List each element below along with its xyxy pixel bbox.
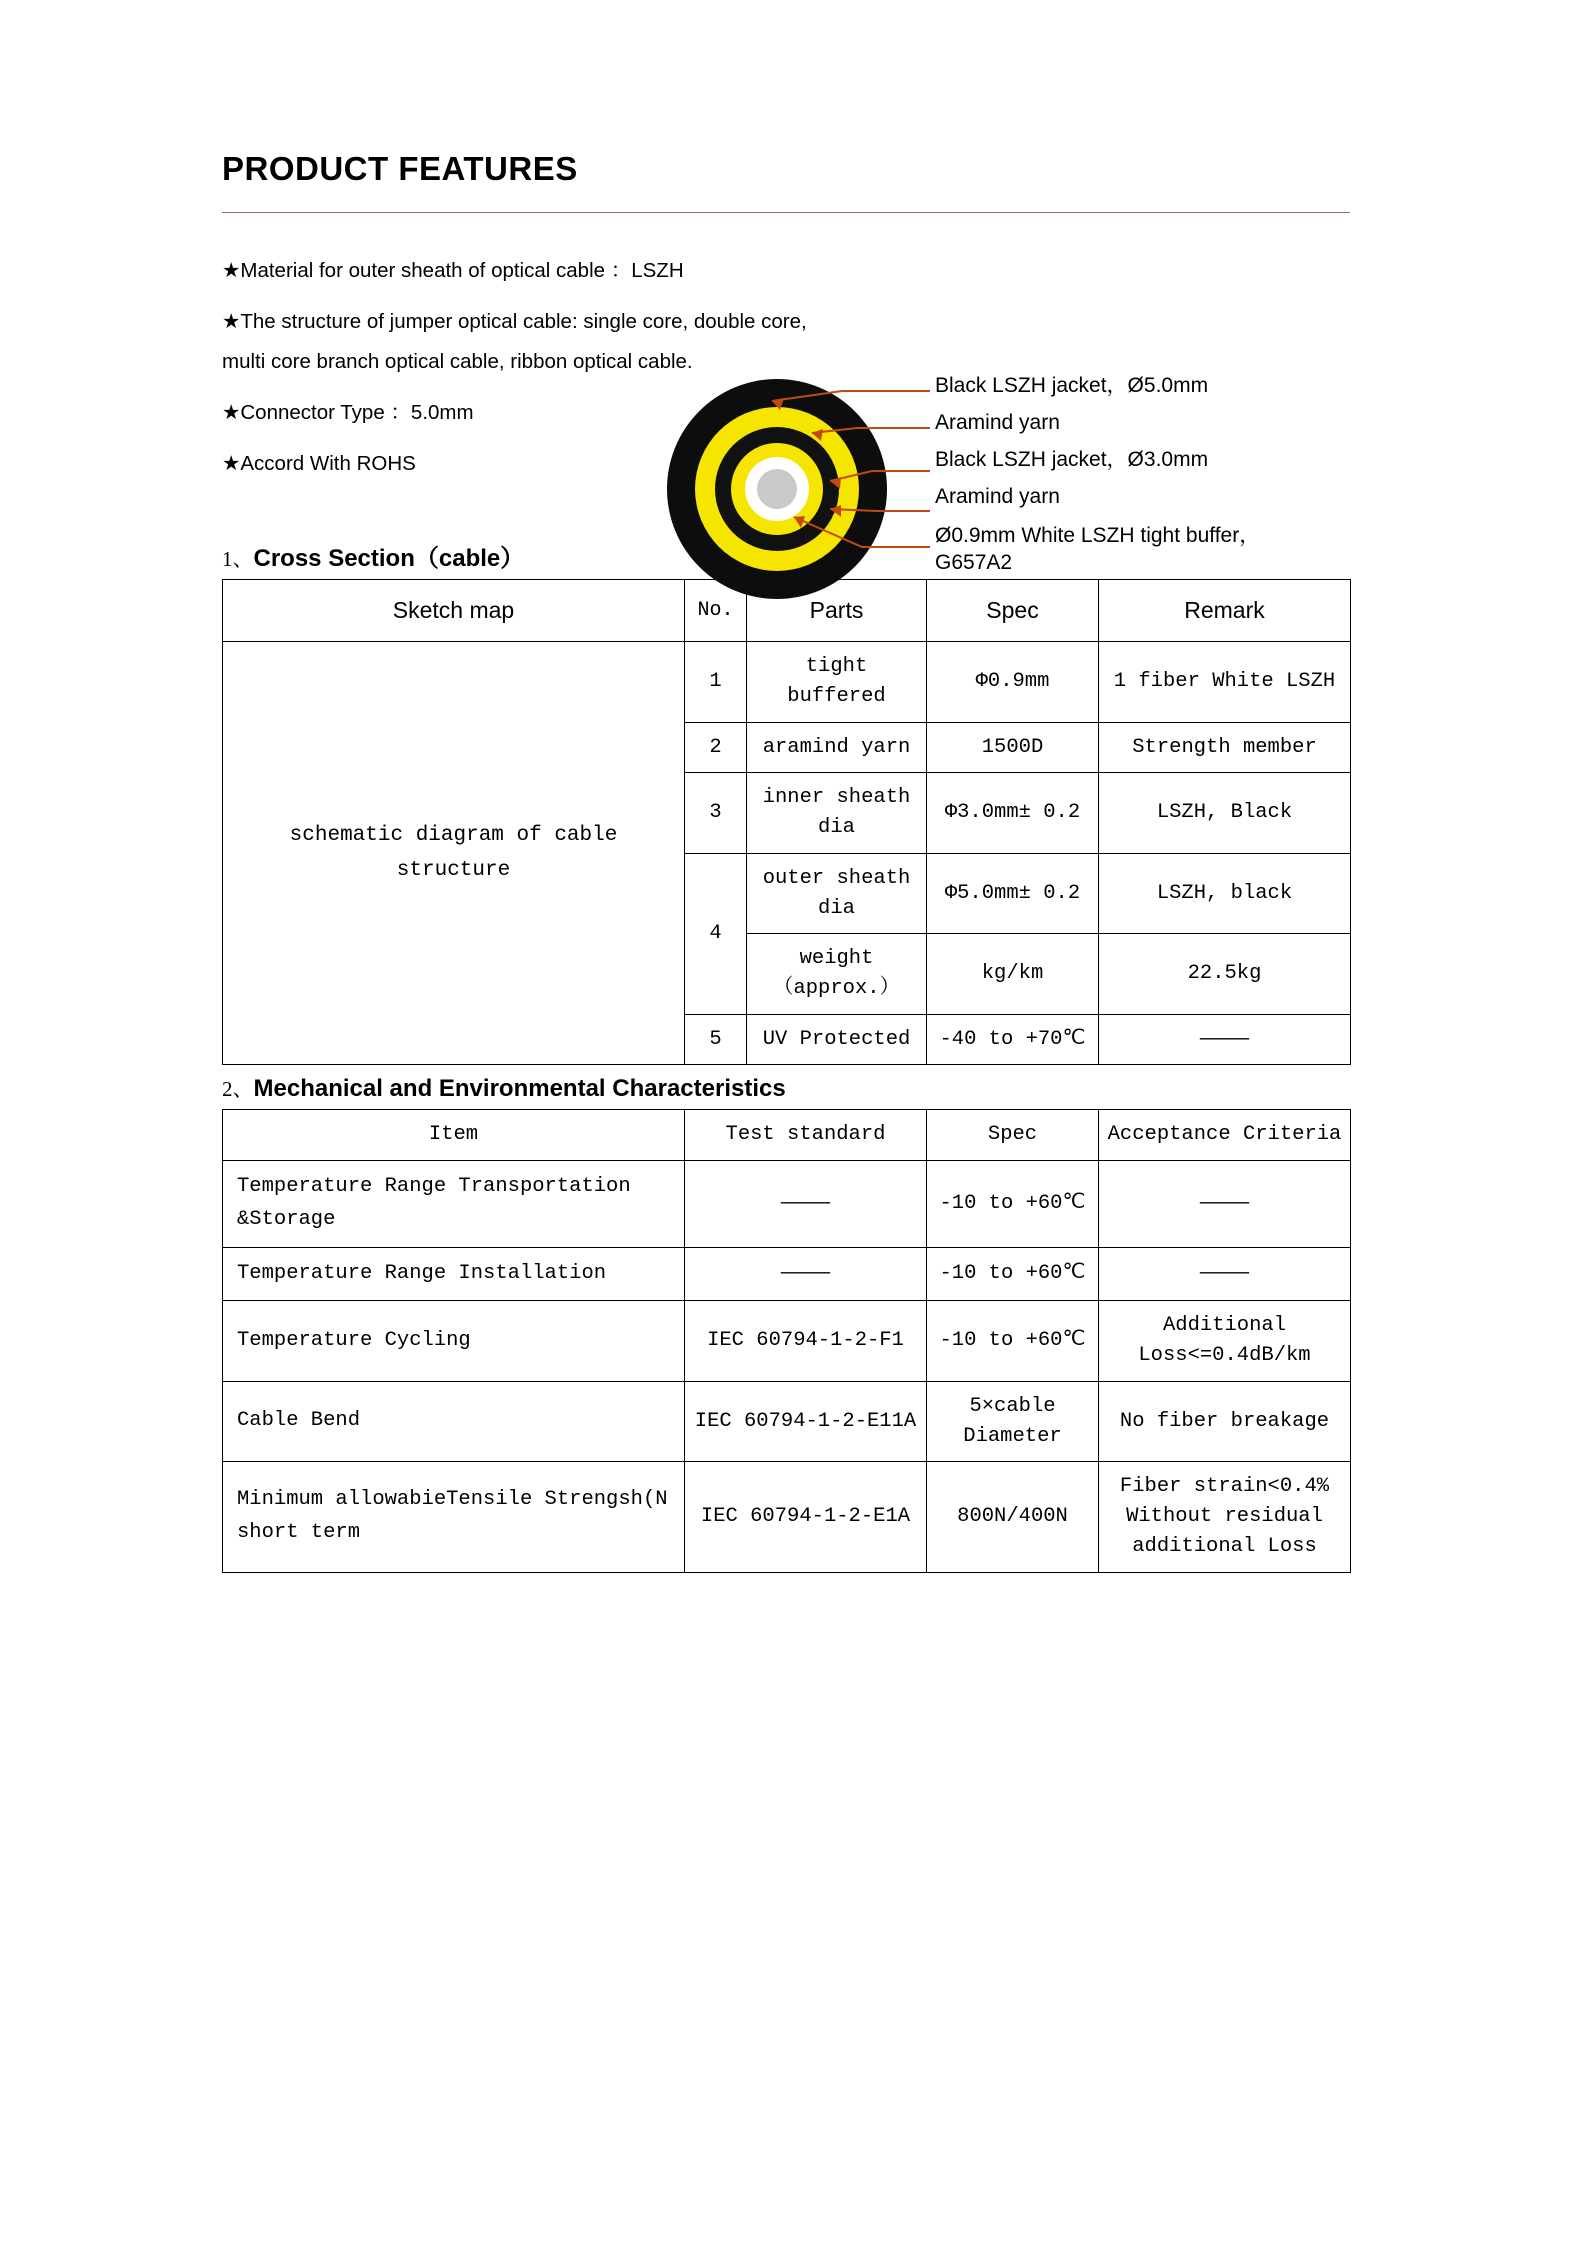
diagram-label: Black LSZH jacket，Ø5.0mm: [935, 374, 1209, 397]
row-no: 2: [685, 722, 747, 773]
table-row: [223, 1381, 1351, 1461]
table-row: [223, 1301, 1351, 1381]
title-divider: [222, 212, 1350, 213]
row-spec: -10 to +60℃: [927, 1301, 1099, 1381]
row-remark: LSZH, Black: [1099, 773, 1351, 853]
row-spec: -40 to +70℃: [927, 1014, 1099, 1065]
row-criteria: Additional Loss<=0.4dB/km: [1099, 1301, 1351, 1381]
cross-section-table: [222, 579, 1351, 1066]
mechanical-environmental-table: [222, 1109, 1351, 1572]
row-standard: IEC 60794-1-2-E11A: [685, 1381, 927, 1461]
cable-cross-section-icon: [662, 371, 952, 621]
column-header-acceptance-criteria: Acceptance Criteria: [1099, 1110, 1351, 1161]
table-row: [223, 1161, 1351, 1248]
row-spec: 1500D: [927, 722, 1099, 773]
column-header-item: Item: [223, 1110, 685, 1161]
cable-diagram-labels: [935, 375, 1285, 593]
section-2-number: 2、: [222, 1077, 254, 1102]
section-2-heading: [222, 1073, 1407, 1103]
diagram-label: Aramind yarn: [935, 485, 1060, 508]
row-standard: IEC 60794-1-2-F1: [685, 1301, 927, 1381]
row-spec: kg/km: [927, 934, 1099, 1014]
diagram-label: Ø0.9mm White LSZH tight buffer，G657A2: [935, 524, 1261, 574]
row-parts: weight （approx.）: [747, 934, 927, 1014]
row-parts: outer sheath dia: [747, 853, 927, 933]
row-criteria: ————: [1099, 1161, 1351, 1248]
row-no: 5: [685, 1014, 747, 1065]
table-row: [223, 1247, 1351, 1301]
row-spec: -10 to +60℃: [927, 1161, 1099, 1248]
row-criteria: ————: [1099, 1247, 1351, 1301]
row-spec: Φ0.9mm: [927, 642, 1099, 722]
table-row: [223, 642, 1351, 722]
row-criteria: No fiber breakage: [1099, 1381, 1351, 1461]
section-2-title: Mechanical and Environmental Characteristics: [253, 1075, 786, 1103]
sketch-map-cell: schematic diagram of cable structure: [223, 642, 685, 1065]
row-no: 3: [685, 773, 747, 853]
page-title: PRODUCT FEATURES: [222, 150, 578, 187]
section-1-number: 1、: [222, 546, 254, 571]
column-header-sketch: Sketch map: [223, 579, 685, 641]
row-remark: 22.5kg: [1099, 934, 1351, 1014]
row-spec: Φ3.0mm± 0.2: [927, 773, 1099, 853]
row-remark: Strength member: [1099, 722, 1351, 773]
column-header-spec: Spec: [927, 579, 1099, 641]
table-header-row: [223, 1110, 1351, 1161]
row-parts: aramind yarn: [747, 722, 927, 773]
diagram-label: Aramind yarn: [935, 411, 1060, 434]
column-header-no: No.: [685, 579, 747, 641]
row-no: 4: [685, 853, 747, 1014]
row-spec: 5×cable Diameter: [927, 1381, 1099, 1461]
row-criteria: Fiber strain<0.4% Without residual additional Loss: [1099, 1462, 1351, 1572]
feature-item: ★Accord With ROHS: [222, 451, 416, 475]
row-no: 1: [685, 642, 747, 722]
column-header-remark: Remark: [1099, 579, 1351, 641]
row-spec: Φ5.0mm± 0.2: [927, 853, 1099, 933]
section-1-title: Cross Section（cable）: [253, 544, 525, 572]
row-standard: ————: [685, 1247, 927, 1301]
column-header-spec: Spec: [927, 1110, 1099, 1161]
row-item: Temperature Cycling: [223, 1301, 685, 1381]
row-remark: LSZH, black: [1099, 853, 1351, 933]
row-remark: ————: [1099, 1014, 1351, 1065]
table-row: [223, 1462, 1351, 1572]
row-spec: 800N/400N: [927, 1462, 1099, 1572]
row-item: Temperature Range Transportation &Storage: [223, 1161, 685, 1248]
row-standard: IEC 60794-1-2-E1A: [685, 1462, 927, 1572]
row-item: Minimum allowabieTensile Strengsh(N short term: [223, 1462, 685, 1572]
column-header-parts: Parts: [747, 579, 927, 641]
row-remark: 1 fiber White LSZH: [1099, 642, 1351, 722]
feature-item: ★Connector Type ：5.0mm: [222, 400, 474, 424]
row-item: Temperature Range Installation: [223, 1247, 685, 1301]
diagram-label: Black LSZH jacket，Ø3.0mm: [935, 448, 1209, 471]
row-parts: UV Protected: [747, 1014, 927, 1065]
row-standard: ————: [685, 1161, 927, 1248]
row-parts: inner sheath dia: [747, 773, 927, 853]
column-header-test-standard: Test standard: [685, 1110, 927, 1161]
feature-item: ★Material for outer sheath of optical cable ：LSZH: [222, 259, 684, 282]
row-spec: -10 to +60℃: [927, 1247, 1099, 1301]
feature-item: ★The structure of jumper optical cable: single core, double core, multi core branch optical cable, ribbon optical cable.: [222, 309, 807, 373]
cable-cross-section-diagram: [662, 371, 1352, 631]
row-parts: tight buffered: [747, 642, 927, 722]
row-item: Cable Bend: [223, 1381, 685, 1461]
